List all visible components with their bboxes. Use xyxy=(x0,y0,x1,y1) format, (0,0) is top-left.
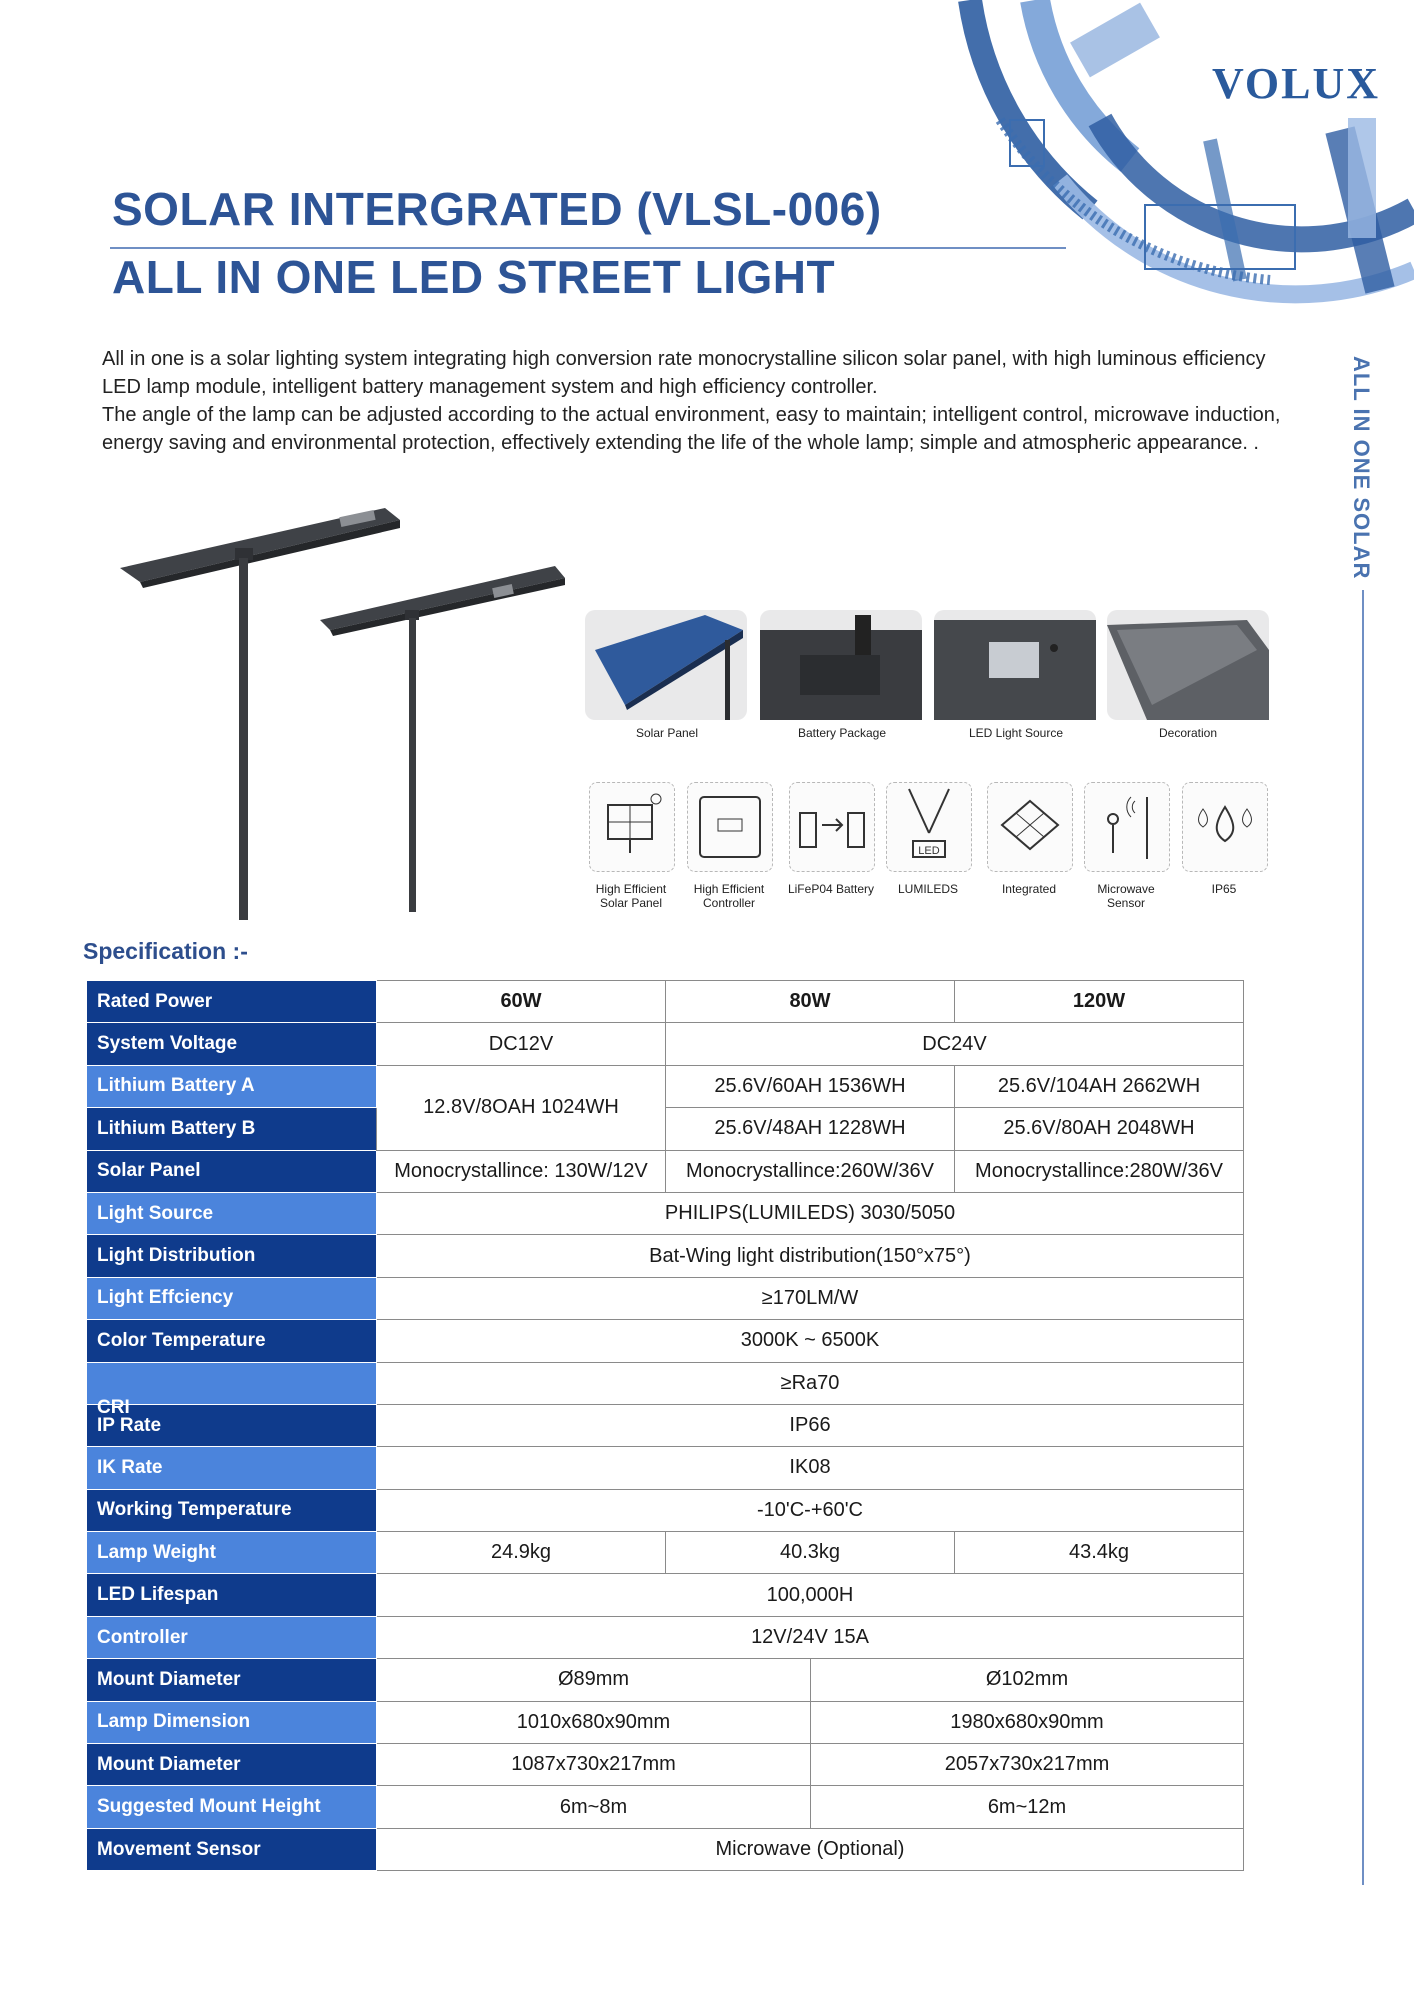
table-cell: Microwave (Optional) xyxy=(377,1828,1244,1870)
table-cell: DC12V xyxy=(377,1023,666,1065)
intro-text xyxy=(102,345,1282,457)
table-row xyxy=(87,1192,1244,1234)
led-light-source-photo xyxy=(934,610,1096,720)
street-lamp-illustration xyxy=(115,490,565,920)
table-row xyxy=(87,1404,1244,1446)
table-cell: Monocrystallince:260W/36V xyxy=(666,1150,955,1192)
row-label: Mount Diameter xyxy=(87,1659,377,1701)
feature-integrated-caption: Integrated xyxy=(1001,882,1057,896)
row-label: Light Effciency xyxy=(87,1277,377,1319)
row-label: Light Distribution xyxy=(87,1235,377,1277)
row-label: Controller xyxy=(87,1616,377,1658)
table-row xyxy=(87,1065,1244,1107)
table-cell: DC24V xyxy=(666,1023,1244,1065)
cri-label: CRI xyxy=(97,1396,130,1418)
row-label: Solar Panel xyxy=(87,1150,377,1192)
table-cell: 3000K ~ 6500K xyxy=(377,1320,1244,1362)
table-row xyxy=(87,1447,1244,1489)
row-label: Mount Diameter xyxy=(87,1744,377,1786)
table-cell: 1010x680x90mm xyxy=(377,1701,811,1743)
table-cell: Ø89mm xyxy=(377,1659,811,1701)
page-title: SOLAR INTERGRATED (VLSL-006) xyxy=(112,183,882,235)
battery-icon xyxy=(789,782,875,872)
caption-led-light-source: LED Light Source xyxy=(968,726,1064,740)
table-row xyxy=(87,1744,1244,1786)
controller-icon xyxy=(687,782,773,872)
intro-paragraph-2: The angle of the lamp can be adjusted according to the actual environment, easy to maintain; intelligent control, microwave induction, energy saving and environmental protection, effectively extending the life of the whole lamp; simple and atmospheric appearance. . xyxy=(102,404,1281,454)
integrated-icon xyxy=(987,782,1073,872)
table-row xyxy=(87,1489,1244,1531)
row-label: Suggested Mount Height xyxy=(87,1786,377,1828)
table-cell: 120W xyxy=(955,981,1244,1023)
decoration-photo xyxy=(1107,610,1269,720)
caption-battery-package: Battery Package xyxy=(797,726,887,740)
row-label: Rated Power xyxy=(87,981,377,1023)
row-label: IK Rate xyxy=(87,1447,377,1489)
spec-title: Specification :- xyxy=(83,938,248,964)
brand-logo: VOLUX xyxy=(1212,59,1381,108)
row-label: Lamp Weight xyxy=(87,1532,377,1574)
table-cell: 1980x680x90mm xyxy=(811,1701,1244,1743)
table-cell: 1087x730x217mm xyxy=(377,1744,811,1786)
table-cell: 12V/24V 15A xyxy=(377,1616,1244,1658)
table-cell: 25.6V/104AH 2662WH xyxy=(955,1065,1244,1107)
led-icon-text: LED xyxy=(918,845,940,857)
microwave-sensor-icon xyxy=(1084,782,1170,872)
row-label: Color Temperature xyxy=(87,1320,377,1362)
table-cell: Bat-Wing light distribution(150°x75°) xyxy=(377,1235,1244,1277)
table-row xyxy=(87,1320,1244,1362)
row-label: Lithium Battery A xyxy=(87,1065,377,1107)
table-row xyxy=(87,1362,1244,1404)
table-row xyxy=(87,1277,1244,1319)
table-cell: Ø102mm xyxy=(811,1659,1244,1701)
battery-package-photo xyxy=(760,610,922,720)
table-cell: 100,000H xyxy=(377,1574,1244,1616)
table-row xyxy=(87,981,1244,1023)
solar-panel-icon xyxy=(589,782,675,872)
table-cell: 25.6V/48AH 1228WH xyxy=(666,1108,955,1150)
table-cell: 12.8V/8OAH 1024WH xyxy=(377,1065,666,1150)
table-row xyxy=(87,1701,1244,1743)
feature-controller-caption: High Efficient Controller xyxy=(693,882,765,910)
table-cell: ≥Ra70 xyxy=(377,1362,1244,1404)
feature-ip65-caption: IP65 xyxy=(1211,882,1237,896)
row-label: IP Rate xyxy=(87,1404,377,1446)
row-label: Working Temperature xyxy=(87,1489,377,1531)
spec-table xyxy=(86,980,1244,1871)
row-label: Movement Sensor xyxy=(87,1828,377,1870)
table-cell: 6m~8m xyxy=(377,1786,811,1828)
table-cell: IK08 xyxy=(377,1447,1244,1489)
table-cell: 43.4kg xyxy=(955,1532,1244,1574)
row-label: System Voltage xyxy=(87,1023,377,1065)
table-row xyxy=(87,1108,1244,1150)
feature-battery-caption: LiFeP04 Battery xyxy=(787,882,875,896)
caption-decoration: Decoration xyxy=(1158,726,1218,740)
table-cell: 80W xyxy=(666,981,955,1023)
table-cell: 60W xyxy=(377,981,666,1023)
feature-lumileds-caption: LUMILEDS xyxy=(897,882,959,896)
table-row xyxy=(87,1659,1244,1701)
water-drops-icon xyxy=(1182,782,1268,872)
table-cell: 25.6V/60AH 1536WH xyxy=(666,1065,955,1107)
page-subtitle: ALL IN ONE LED STREET LIGHT xyxy=(112,251,836,303)
table-row xyxy=(87,1150,1244,1192)
side-label: ALL IN ONE SOLAR xyxy=(1349,356,1374,580)
table-cell: 6m~12m xyxy=(811,1786,1244,1828)
table-cell: ≥170LM/W xyxy=(377,1277,1244,1319)
feature-solar-panel-caption: High Efficient Solar Panel xyxy=(595,882,667,910)
solar-panel-photo xyxy=(585,610,747,720)
table-cell: Monocrystallince:280W/36V xyxy=(955,1150,1244,1192)
table-row xyxy=(87,1786,1244,1828)
table-row xyxy=(87,1532,1244,1574)
row-label xyxy=(87,1362,377,1418)
row-label: Light Source xyxy=(87,1192,377,1234)
table-cell: 24.9kg xyxy=(377,1532,666,1574)
table-row xyxy=(87,1023,1244,1065)
table-row xyxy=(87,1235,1244,1277)
side-rule xyxy=(1362,590,1364,1885)
caption-solar-panel: Solar Panel xyxy=(635,726,699,740)
table-cell: PHILIPS(LUMILEDS) 3030/5050 xyxy=(377,1192,1244,1234)
table-cell: IP66 xyxy=(377,1404,1244,1446)
row-label: Lamp Dimension xyxy=(87,1701,377,1743)
table-row xyxy=(87,1616,1244,1658)
table-row xyxy=(87,1574,1244,1616)
intro-paragraph-1: All in one is a solar lighting system integrating high conversion rate monocrystalline silicon solar panel, with high luminous efficiency LED lamp module, intelligent battery management system and high efficiency controller. xyxy=(102,348,1266,398)
table-cell: 2057x730x217mm xyxy=(811,1744,1244,1786)
table-cell: 40.3kg xyxy=(666,1532,955,1574)
title-divider xyxy=(110,247,1066,249)
row-label: Lithium Battery B xyxy=(87,1108,377,1150)
table-cell: 25.6V/80AH 2048WH xyxy=(955,1108,1244,1150)
table-cell: -10'C-+60'C xyxy=(377,1489,1244,1531)
table-row xyxy=(87,1828,1244,1870)
row-label: LED Lifespan xyxy=(87,1574,377,1616)
led-icon xyxy=(886,782,972,872)
feature-microwave-caption: Microwave Sensor xyxy=(1097,882,1155,910)
table-cell: Monocrystallince: 130W/12V xyxy=(377,1150,666,1192)
